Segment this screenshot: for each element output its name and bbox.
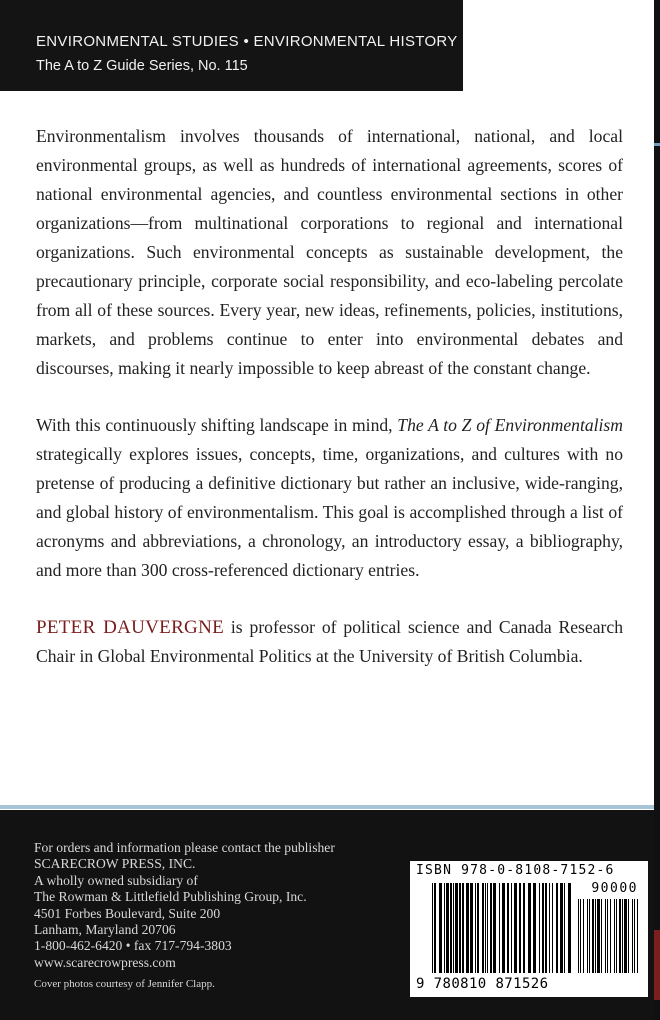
barcode-bar [490,883,492,973]
barcode-bar [605,899,606,973]
publisher-line: For orders and information please contact the publisher [34,840,335,855]
barcode-bar [578,899,579,973]
spine-accent-red [654,930,660,1000]
barcode-bar [607,899,608,973]
barcode-bar [632,899,633,973]
barcode-bar [560,883,563,973]
publisher-url: www.scarecrowpress.com [34,954,176,970]
barcode-bar [614,899,615,973]
barcode-bar [487,883,488,973]
addon-barcode-bars [578,899,638,973]
barcode-bar [552,883,553,973]
barcode-bar [462,883,464,973]
barcode-bar [507,883,509,973]
barcode-bar [610,899,611,973]
barcode-bar [493,883,496,973]
barcode-bar [514,883,517,973]
barcode-bar [444,883,445,973]
barcode-bar [622,899,623,973]
barcode-bar [564,883,565,973]
barcode-bar [466,883,469,973]
barcode-bar [477,883,479,973]
isbn-text: ISBN 978-0-8108-7152-6 [416,863,615,878]
publisher-line: 1-800-462-6420 • fax 717-794-3803 [34,938,232,954]
publisher-line: SCARECROW PRESS, INC. [34,856,196,872]
barcode-bar [595,899,596,973]
description-paragraph-2 [36,411,623,585]
publisher-band [0,810,654,1020]
author-bio-text: is professor of political science and Canada Research Chair in Global Environmental Politics at the University of British Columbia. [36,617,623,666]
barcode-bar [634,899,635,973]
barcode-bar [542,883,544,973]
barcode-bar [624,899,627,973]
book-title: The A to Z of Environmentalism [397,415,623,435]
price-code: 90000 [591,881,638,896]
barcode-bar [628,899,629,973]
barcode-bar [485,883,486,973]
barcode-bar [482,883,484,973]
author-bio [36,613,623,671]
barcode-bar [580,899,581,973]
barcode-bar [499,883,500,973]
barcode-bar [453,883,454,973]
barcode-bar [511,883,512,973]
barcode-bar [502,883,505,973]
barcode-bar [592,899,594,973]
barcode-bar [439,883,442,973]
barcode-bar [528,883,531,973]
guide-series-line: The A to Z Guide Series, No. 115 [36,58,248,74]
barcode-bar [587,899,588,973]
description-paragraph-1: Environmentalism involves thousands of international, national, and local environmental groups, as well as hundreds of international agreements, scores of national environmental agencies, and countless environmental sections in other organizations—from multinational corporations to regional and international organizations. Such environmental concepts as sustainable development, the precautionary principle, corporate social responsibility, and eco-labeling percolate from all of these sources. Every year, new ideas, refinements, policies, institutions, markets, and problems continue to enter into environmental debates and discourses, making it nearly impossible to keep abreast of the constant change. [36,126,623,378]
spine-edge [654,0,660,1020]
barcode-bar [583,899,584,973]
barcode-bar [619,899,621,973]
publisher-line: A wholly owned subsidiary of [34,872,198,888]
publisher-line: Lanham, Maryland 20706 [34,922,176,938]
barcode-bar [616,899,617,973]
series-subject-line: ENVIRONMENTAL STUDIES • ENVIRONMENTAL HISTORY [36,33,458,50]
barcode-bar [432,883,433,973]
barcode-bar [446,883,449,973]
ean-digits: 9 780810 871526 [416,976,549,992]
barcode-bar [545,883,547,973]
barcode-bar [455,883,458,973]
barcode-bar [539,883,540,973]
series-header [0,0,463,91]
barcode-bar [450,883,452,973]
main-barcode-bars [432,883,571,973]
photo-credit: Cover photos courtesy of Jennifer Clapp. [34,978,215,991]
publisher-line: The Rowman & Littlefield Publishing Group, Inc. [34,889,307,905]
barcode-bar [459,883,461,973]
paragraph-2-rest: strategically explores issues, concepts, time, organizations, and cultures with no pretense of producing a definitive dictionary but rather an inclusive, wide-ranging, and global history of environmentalism. This goal is accomplished through a list of acronyms and abbreviations, a chronology, an introductory essay, a bibliography, and more than 300 cross-referenced dictionary entries. [36,444,623,580]
publisher-info [34,840,394,993]
author-name: PETER DAUVERGNE [36,617,225,638]
barcode-bar [470,883,473,973]
publisher-line: 4501 Forbes Boulevard, Suite 200 [34,905,221,921]
barcode-bar [549,883,550,973]
barcode-bar [434,883,436,973]
isbn-barcode [410,861,648,997]
barcode-bar [597,899,600,973]
barcode-bar [523,883,525,973]
barcode-bar [601,899,602,973]
spine-accent-blue [654,143,660,146]
barcode-bar [475,883,476,973]
book-description [36,122,623,699]
barcode-bar [589,899,590,973]
barcode-bar [519,883,521,973]
barcode-bar [556,883,558,973]
barcode-bar [533,883,536,973]
barcode-bar [637,899,638,973]
paragraph-2-lead: With this continuously shifting landscape in mind, [36,415,398,435]
barcode-bar [568,883,571,973]
divider [0,805,654,809]
